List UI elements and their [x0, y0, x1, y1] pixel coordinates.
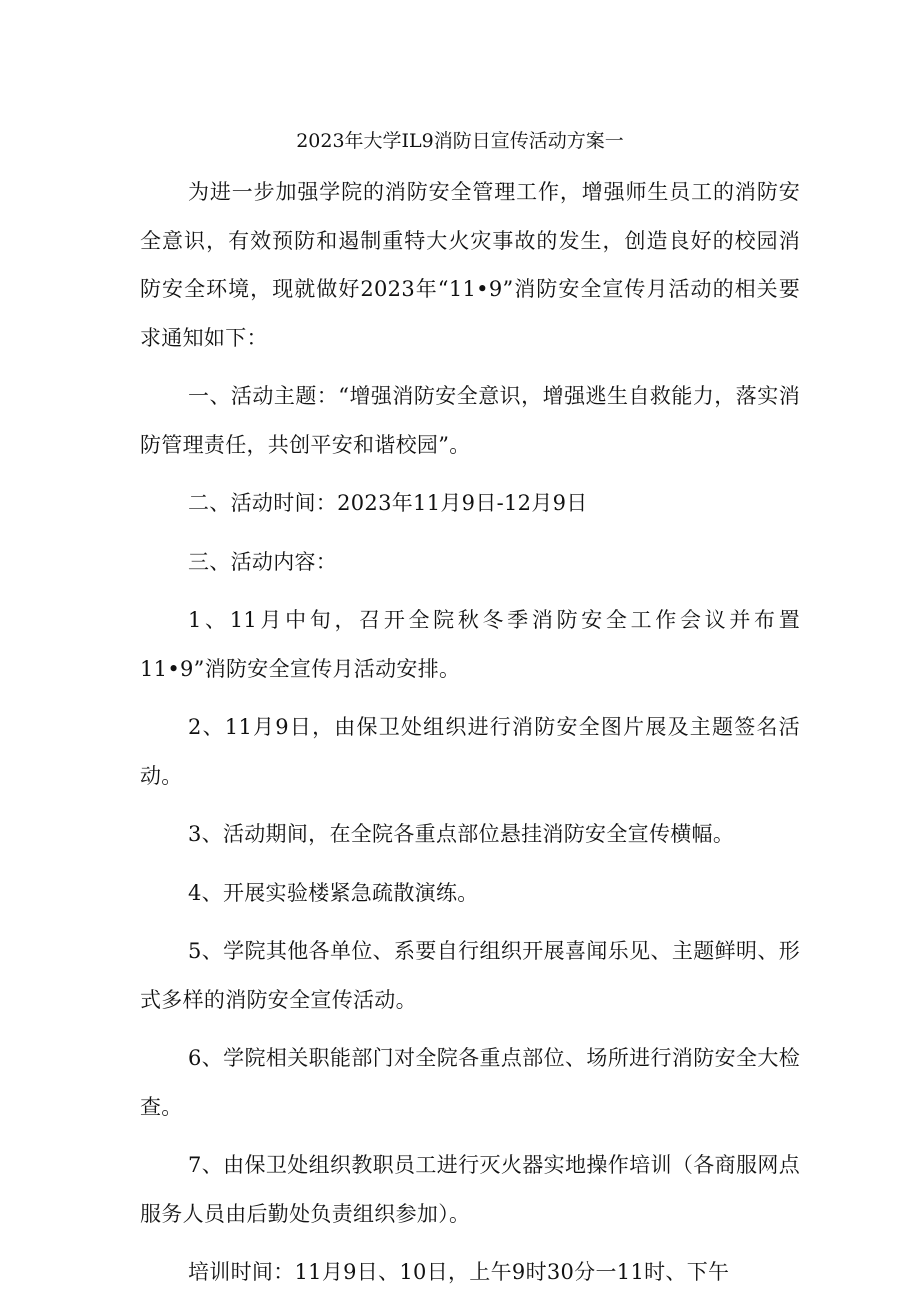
paragraph-training-time: 培训时间：11月9日、10日，上午9时30分一11时、下午: [188, 1260, 730, 1284]
paragraph-content-heading: 三、活动内容：: [188, 549, 338, 574]
paragraph-theme: 一、活动主题：“增强消防安全意识，增强逃生自救能力，落实消防管理责任，共创平安和谐校园”。: [140, 384, 800, 457]
paragraph-item-1: 1、11月中旬，召开全院秋冬季消防安全工作会议并布置11•9”消防安全宣传月活动安排。: [140, 608, 800, 681]
paragraph-item-2: 2、11月9日，由保卫处组织进行消防安全图片展及主题签名活动。: [140, 715, 800, 788]
paragraph-item-5: 5、学院其他各单位、系要自行组织开展喜闻乐见、主题鲜明、形式多样的消防安全宣传活动。: [140, 939, 800, 1012]
paragraph-item-3: 3、活动期间，在全院各重点部位悬挂消防安全宣传横幅。: [188, 822, 735, 846]
document-body: [140, 168, 800, 1307]
document-title: 2023年大学IL9消防日宣传活动方案一: [296, 130, 624, 152]
paragraph-time: 二、活动时间：2023年11月9日-12月9日: [188, 491, 588, 515]
paragraph-item-7: 7、由保卫处组织教职员工进行灭火器实地操作培训（各商服网点服务人员由后勤处负责组织参加）。: [140, 1153, 800, 1226]
paragraph-item-6: 6、学院相关职能部门对全院各重点部位、场所进行消防安全大检查。: [140, 1046, 800, 1119]
paragraph-item-4: 4、开展实验楼紧急疏散演练。: [188, 880, 479, 905]
paragraph-intro: 为进一步加强学院的消防安全管理工作，增强师生员工的消防安全意识，有效预防和遏制重特大火灾事故的发生，创造良好的校园消防安全环境，现就做好2023年“11•9”消防安全宣传月活动的相关要求通知如下：: [140, 180, 800, 350]
